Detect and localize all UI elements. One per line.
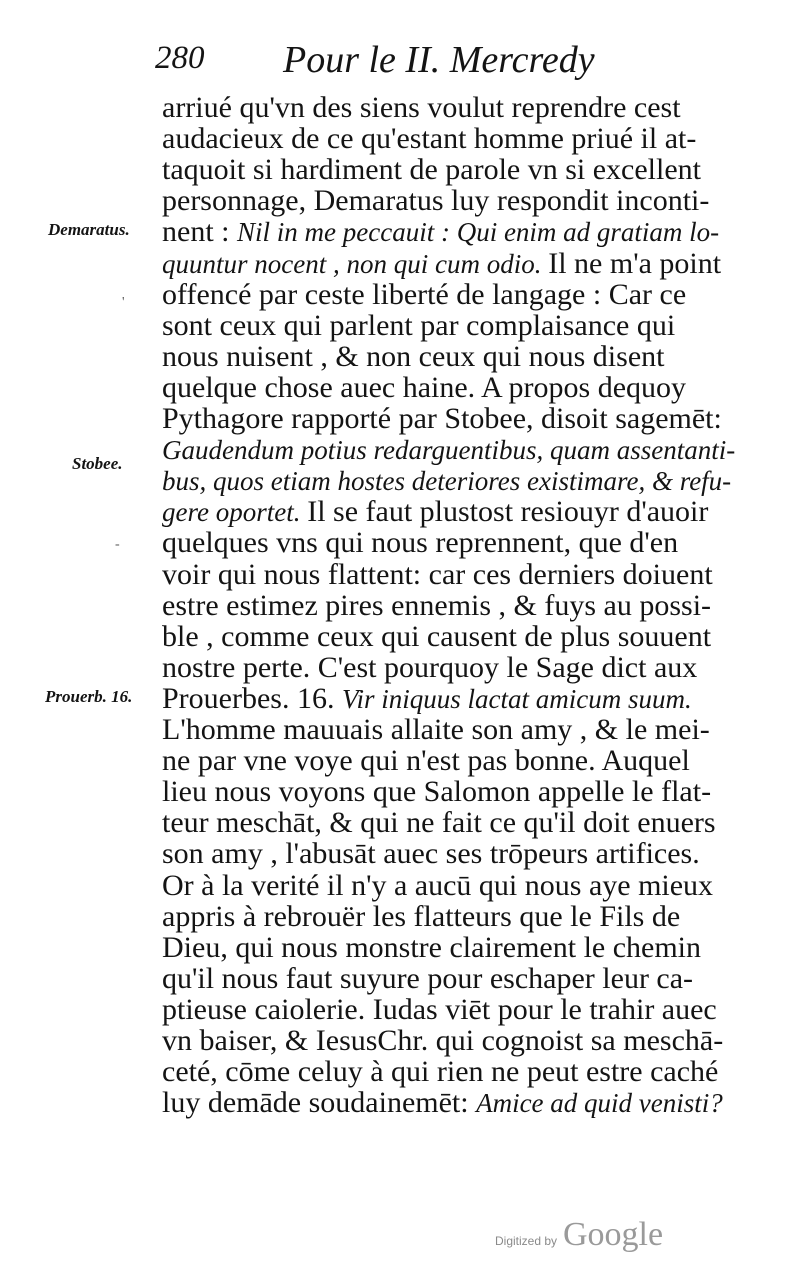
text-segment: qu'il nous faut suyure pour eschaper leur ca- — [162, 961, 694, 995]
text-segment: ptieuse caiolerie. Iudas viēt pour le trahir auec — [162, 992, 717, 1026]
text-line — [162, 184, 710, 218]
text-line — [162, 246, 722, 280]
google-logo: Google — [563, 1216, 664, 1253]
text-line — [162, 1024, 724, 1057]
text-line — [162, 92, 682, 123]
margin-note-stobee: Stobee. — [72, 454, 123, 473]
latin-quote: Nil in me peccauit : Qui enim ad gratiam lo- — [237, 217, 720, 248]
text-segment: vn baiser, & IesusChr. qui cognoist sa meschā- — [162, 1024, 724, 1057]
text-segment: Il ne m'a point — [548, 246, 722, 280]
text-segment: nostre perte. C'est pourquoy le Sage dict aux — [162, 650, 698, 684]
latin-quote: bus, quos etiam hostes deteriores existimare, & refu- — [162, 466, 732, 497]
text-segment: appris à rebrouër les flatteurs que le Fils de — [162, 899, 681, 933]
text-line — [162, 153, 702, 187]
page-header — [155, 40, 615, 90]
latin-quote: Amice ad quid venisti? — [476, 1088, 723, 1119]
text-segment: arriué qu'vn des siens voulut reprendre cest — [162, 91, 681, 124]
latin-quote: Gaudendum potius redarguentibus, quam assentanti- — [162, 435, 736, 466]
page-number: 280 — [155, 40, 205, 76]
text-segment: quelques vns qui nous reprennent, que d'en — [162, 526, 679, 560]
text-line — [162, 775, 712, 809]
text-line — [162, 713, 710, 746]
text-line — [162, 806, 716, 840]
text-line — [162, 930, 702, 964]
text-line — [162, 588, 712, 622]
text-segment: Pythagore rapporté par Stobee, disoit sagemēt: — [162, 402, 722, 435]
text-line — [162, 901, 682, 932]
margin-note-prouerb: Prouerb. 16. — [45, 687, 133, 706]
text-segment: quelque chose auec haine. A propos dequoy — [162, 370, 687, 404]
text-segment: luy demāde soudainemēt: — [162, 1086, 477, 1120]
text-segment: ne par vne voye qui n'est pas bonne. Auquel — [162, 744, 690, 778]
text-segment: Prouerbes. 16. — [162, 681, 342, 715]
digitized-badge — [495, 1216, 665, 1256]
text-line — [162, 527, 682, 558]
digitized-label: Digitized by — [495, 1234, 558, 1248]
text-segment: personnage, Demaratus luy respondit inconti- — [162, 184, 710, 218]
text-line — [162, 1055, 719, 1089]
text-segment: son amy , l'abusāt auec ses trōpeurs artifices. — [162, 837, 700, 871]
text-line — [162, 557, 713, 591]
text-line — [162, 370, 687, 404]
text-line — [162, 961, 694, 995]
text-segment: taquoit si hardiment de parole vn si excellent — [162, 153, 702, 187]
latin-quote: Vir iniquus lactat amicum suum. — [341, 683, 692, 714]
text-line — [162, 744, 690, 778]
text-line — [162, 434, 736, 466]
text-line — [162, 681, 692, 715]
text-segment: Il se faut plustost resiouyr d'auoir — [307, 495, 709, 529]
text-line — [162, 495, 709, 529]
text-line — [162, 837, 700, 871]
margin-speck: ' — [122, 295, 125, 310]
latin-quote: gere oportet. — [162, 497, 308, 528]
text-segment: offencé par ceste liberté de langage : Car ce — [162, 277, 687, 311]
text-segment: ceté, cōme celuy à qui rien ne peut estre caché — [162, 1055, 719, 1089]
text-line — [162, 215, 720, 249]
text-segment: voir qui nous flattent: car ces derniers doiuent — [162, 557, 713, 591]
text-line — [162, 465, 732, 497]
text-segment: nous nuisent , & non ceux qui nous disent — [162, 339, 665, 373]
text-segment: Dieu, qui nous monstre clairement le chemin — [162, 930, 702, 964]
text-line — [162, 650, 698, 684]
text-segment: estre estimez pires ennemis , & fuys au possi- — [162, 588, 712, 622]
text-segment: ble , comme ceux qui causent de plus souuent — [162, 619, 712, 653]
text-line — [162, 277, 687, 311]
margin-note-demaratus: Demaratus. — [48, 220, 130, 239]
text-line — [162, 402, 722, 435]
text-segment: lieu nous voyons que Salomon appelle le flat- — [162, 775, 712, 809]
margin-speck: - — [115, 537, 120, 552]
text-line — [162, 992, 717, 1026]
text-line — [162, 122, 697, 156]
text-segment: sont ceux qui parlent par complaisance qui — [162, 308, 676, 342]
text-segment: Or à la verité il n'y a aucū qui nous aye mieux — [162, 868, 714, 902]
text-line — [162, 1086, 723, 1120]
latin-quote: quuntur nocent , non qui cum odio. — [162, 248, 549, 279]
text-segment: teur meschāt, & qui ne fait ce qu'il doit enuers — [162, 806, 716, 840]
running-title: Pour le II. Mercredy — [283, 39, 595, 81]
text-segment: nent : — [162, 215, 237, 249]
text-line — [162, 341, 682, 372]
text-line — [162, 868, 714, 902]
text-segment: audacieux de ce qu'estant homme priué il at- — [162, 122, 697, 156]
text-segment: L'homme mauuais allaite son amy , & le mei- — [162, 713, 710, 746]
text-line — [162, 310, 682, 341]
text-line — [162, 619, 712, 653]
